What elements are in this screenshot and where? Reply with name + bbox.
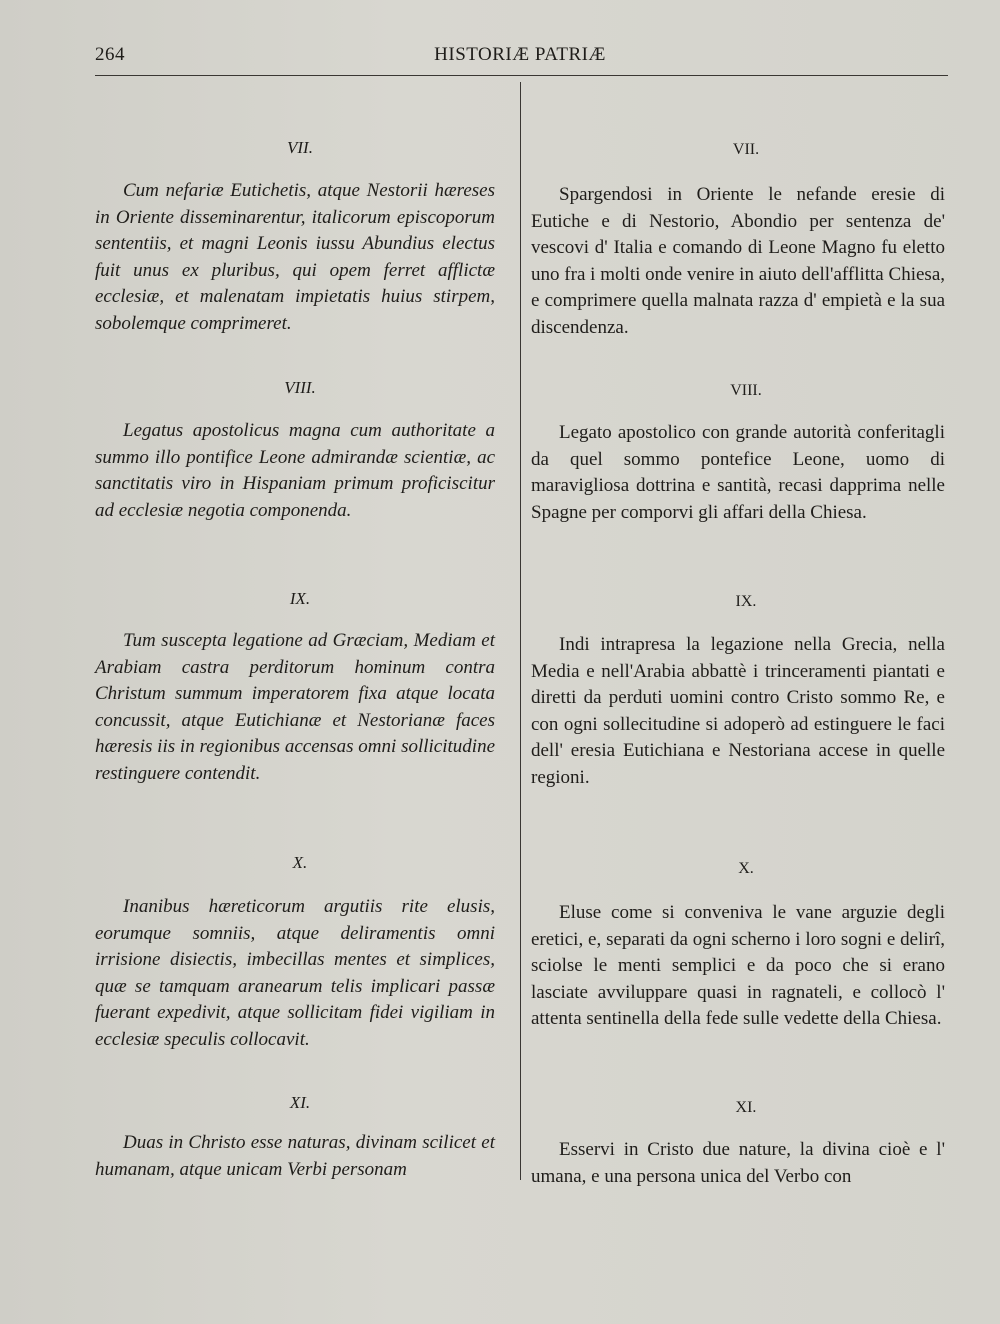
italian-paragraph (531, 1137, 945, 1190)
italian-section-number: VII. (732, 141, 760, 158)
running-title: HISTORIÆ PATRIÆ (434, 44, 606, 65)
page-header (95, 44, 945, 72)
italian-text: Legato apostolico con grande autorità conferitagli da quel sommo pontefice Leone, uomo di maravigliosa dottrina e santità, recasi dapprima nelle Spagne per comporvi gli affari della Chiesa. (531, 422, 945, 523)
italian-section-number: VIII. (730, 382, 762, 399)
latin-text: Duas in Christo esse naturas, divinam scilicet et humanam, atque unicam Verbi personam (95, 1132, 495, 1180)
latin-section-number: IX. (289, 589, 311, 608)
italian-text: Indi intrapresa la legazione nella Grecia, nella Media e nell'Arabia abbattè i trinceramenti piantati e diretti da perduti uomini contro Cristo sommo Re, e con ogni sollecitudine si adoperò ad estinguere le faci dell' eresia Eutichiana e Nestoriana accese in quelle regioni. (531, 634, 945, 788)
italian-text: Spargendosi in Oriente le nefande eresie di Eutiche e di Nestorio, Abondio per sentenza de' vescovi d' Italia e comando di Leone Magno fu eletto uno fra i molti onde venire in aiuto dell'afflitta Chiesa, e comprimere quella malnata razza d' empietà e la sua discendenza. (531, 184, 945, 338)
italian-paragraph (531, 900, 945, 1033)
italian-paragraph (531, 182, 945, 341)
latin-section-number: XI. (289, 1093, 311, 1112)
latin-paragraph (95, 894, 495, 1053)
column-divider (520, 82, 521, 1180)
latin-section-number: X. (292, 853, 308, 872)
italian-section-number: X. (738, 860, 754, 877)
latin-section-number: VIII. (284, 378, 316, 397)
header-rule (95, 75, 948, 76)
italian-section-number: XI. (735, 1099, 757, 1116)
italian-paragraph (531, 420, 945, 526)
page-number: 264 (95, 44, 125, 65)
latin-text: Tum suscepta legatione ad Græciam, Mediam et Arabiam castra perditorum hominum contra Christum summum imperatorem fixa atque locata concussit, atque Eutichianæ et Nestorianæ faces hæresis iis in regionibus accensas omni sollicitudine restinguere contendit. (95, 630, 495, 784)
latin-text: Inanibus hæreticorum argutiis rite elusis, eorumque somniis, atque deliramentis omni irrisione disiectis, imbecillas mentes et simplices, quæ se tamquam aranearum telis implicari passæ fuerant expedivit, atque sollicitam fidei vigiliam in ecclesiæ speculis collocavit. (95, 896, 495, 1050)
latin-paragraph (95, 628, 495, 787)
latin-paragraph (95, 178, 495, 337)
latin-text: Cum nefariæ Eutichetis, atque Nestorii hæreses in Oriente disseminarentur, italicorum episcoporum sententiis, et magni Leonis iussu Abundius electus fuit unus ex pluribus, qui opem ferret afflictæ ecclesiæ, et malenatam impietatis huius stirpem, sobolemque comprimeret. (95, 180, 495, 334)
latin-text: Legatus apostolicus magna cum authoritate a summo illo pontifice Leone admirandæ scientiæ, ac sanctitatis viro in Hispaniam primum proficiscitur ad ecclesiæ negotia componenda. (95, 420, 495, 521)
italian-section-number: IX. (735, 593, 757, 610)
italian-text: Eluse come si conveniva le vane arguzie degli eretici, e, separati da ogni scherno i loro sogni e delirî, sciolse le menti semplici e da poco che si erano lasciate avviluppare quasi in ragnateli, e collocò l' attenta sentinella della fede sulle vedette della Chiesa. (531, 902, 945, 1029)
latin-section-number: VII. (287, 138, 313, 157)
latin-paragraph (95, 418, 495, 524)
latin-paragraph (95, 1130, 495, 1183)
italian-paragraph (531, 632, 945, 791)
italian-text: Esservi in Cristo due nature, la divina cioè e l' umana, e una persona unica del Verbo con (531, 1139, 945, 1187)
